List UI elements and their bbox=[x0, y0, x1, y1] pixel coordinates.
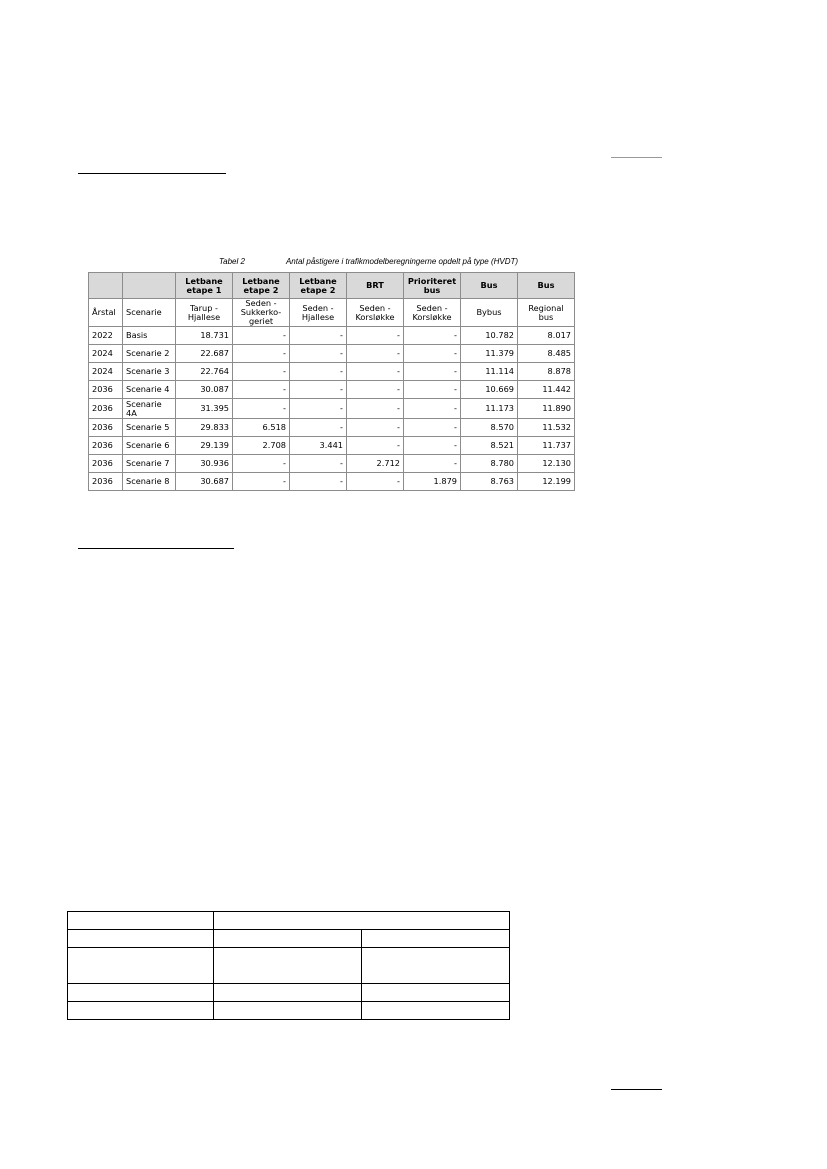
value-cell: 11.532 bbox=[518, 419, 575, 437]
group-header: Bus bbox=[518, 273, 575, 299]
value-cell: - bbox=[404, 327, 461, 345]
passenger-table bbox=[88, 272, 575, 491]
value-cell: 10.782 bbox=[461, 327, 518, 345]
value-cell: - bbox=[347, 399, 404, 419]
section-rule-1 bbox=[78, 173, 226, 174]
group-header: Bus bbox=[461, 273, 518, 299]
empty-table-row bbox=[68, 984, 510, 1002]
value-cell: - bbox=[233, 473, 290, 491]
sub-header: Seden - Sukkerko-geriet bbox=[233, 299, 290, 327]
empty-cell bbox=[68, 984, 214, 1002]
empty-cell bbox=[68, 1002, 214, 1020]
table-sub-header-row bbox=[89, 299, 575, 327]
empty-cell bbox=[214, 1002, 362, 1020]
value-cell: 6.518 bbox=[233, 419, 290, 437]
value-cell: - bbox=[233, 327, 290, 345]
empty-cell bbox=[362, 1002, 510, 1020]
value-cell: 30.087 bbox=[176, 381, 233, 399]
year-cell: 2036 bbox=[89, 399, 123, 419]
value-cell: 8.521 bbox=[461, 437, 518, 455]
value-cell: - bbox=[404, 363, 461, 381]
table-body bbox=[89, 327, 575, 491]
value-cell: - bbox=[347, 419, 404, 437]
scenario-cell: Scenarie 3 bbox=[123, 363, 176, 381]
value-cell: 2.712 bbox=[347, 455, 404, 473]
group-header bbox=[89, 273, 123, 299]
year-cell: 2036 bbox=[89, 437, 123, 455]
section-rule-2 bbox=[78, 548, 234, 549]
value-cell: 30.936 bbox=[176, 455, 233, 473]
value-cell: - bbox=[347, 327, 404, 345]
empty-cell bbox=[68, 948, 214, 984]
value-cell: 30.687 bbox=[176, 473, 233, 491]
value-cell: - bbox=[347, 363, 404, 381]
table-row bbox=[89, 473, 575, 491]
sub-header: Bybus bbox=[461, 299, 518, 327]
sub-header: Regional bus bbox=[518, 299, 575, 327]
table-row bbox=[89, 437, 575, 455]
year-cell: 2024 bbox=[89, 363, 123, 381]
scenario-cell: Scenarie 5 bbox=[123, 419, 176, 437]
value-cell: - bbox=[290, 345, 347, 363]
sub-header: Seden - Hjallese bbox=[290, 299, 347, 327]
value-cell: - bbox=[233, 363, 290, 381]
table-row bbox=[89, 381, 575, 399]
value-cell: - bbox=[233, 381, 290, 399]
table-row bbox=[89, 419, 575, 437]
value-cell: 8.878 bbox=[518, 363, 575, 381]
sub-header: Seden - Korsløkke bbox=[347, 299, 404, 327]
header-rule-right bbox=[611, 157, 662, 158]
value-cell: 22.687 bbox=[176, 345, 233, 363]
value-cell: 1.879 bbox=[404, 473, 461, 491]
value-cell: - bbox=[404, 419, 461, 437]
value-cell: 11.737 bbox=[518, 437, 575, 455]
empty-cell bbox=[362, 930, 510, 948]
value-cell: - bbox=[233, 399, 290, 419]
value-cell: 31.395 bbox=[176, 399, 233, 419]
value-cell: - bbox=[290, 473, 347, 491]
group-header bbox=[123, 273, 176, 299]
value-cell: - bbox=[347, 345, 404, 363]
table-row bbox=[89, 327, 575, 345]
year-cell: 2036 bbox=[89, 473, 123, 491]
empty-cell bbox=[362, 984, 510, 1002]
scenario-cell: Scenarie 7 bbox=[123, 455, 176, 473]
value-cell: - bbox=[404, 455, 461, 473]
value-cell: 8.570 bbox=[461, 419, 518, 437]
value-cell: 11.114 bbox=[461, 363, 518, 381]
empty-table-row bbox=[68, 912, 510, 930]
empty-cell bbox=[214, 948, 362, 984]
value-cell: 12.199 bbox=[518, 473, 575, 491]
value-cell: - bbox=[347, 381, 404, 399]
value-cell: 18.731 bbox=[176, 327, 233, 345]
empty-cell bbox=[214, 984, 362, 1002]
value-cell: - bbox=[233, 345, 290, 363]
year-cell: 2036 bbox=[89, 419, 123, 437]
empty-table-row bbox=[68, 1002, 510, 1020]
table-caption bbox=[219, 257, 518, 266]
group-header: Letbane etape 1 bbox=[176, 273, 233, 299]
table-caption-label: Tabel 2 bbox=[219, 257, 245, 266]
value-cell: - bbox=[233, 455, 290, 473]
value-cell: 8.763 bbox=[461, 473, 518, 491]
value-cell: 8.485 bbox=[518, 345, 575, 363]
footer-rule-right bbox=[611, 1089, 662, 1090]
table-group-header-row bbox=[89, 273, 575, 299]
value-cell: - bbox=[290, 363, 347, 381]
scenario-cell: Scenarie 4 bbox=[123, 381, 176, 399]
sub-header: Tarup - Hjallese bbox=[176, 299, 233, 327]
value-cell: 11.173 bbox=[461, 399, 518, 419]
scenario-cell: Scenarie 2 bbox=[123, 345, 176, 363]
value-cell: - bbox=[404, 399, 461, 419]
value-cell: 11.442 bbox=[518, 381, 575, 399]
value-cell: 11.379 bbox=[461, 345, 518, 363]
value-cell: - bbox=[290, 399, 347, 419]
empty-table bbox=[67, 911, 510, 1020]
empty-cell bbox=[68, 912, 214, 930]
scenario-cell: Scenarie 4A bbox=[123, 399, 176, 419]
empty-cell bbox=[214, 912, 510, 930]
group-header: Prioriteret bus bbox=[404, 273, 461, 299]
scenario-cell: Scenarie 8 bbox=[123, 473, 176, 491]
value-cell: - bbox=[290, 327, 347, 345]
value-cell: - bbox=[404, 381, 461, 399]
value-cell: - bbox=[347, 437, 404, 455]
value-cell: - bbox=[347, 473, 404, 491]
value-cell: 22.764 bbox=[176, 363, 233, 381]
value-cell: 29.139 bbox=[176, 437, 233, 455]
value-cell: - bbox=[290, 455, 347, 473]
group-header: BRT bbox=[347, 273, 404, 299]
value-cell: 2.708 bbox=[233, 437, 290, 455]
table-row bbox=[89, 455, 575, 473]
value-cell: 29.833 bbox=[176, 419, 233, 437]
table-row bbox=[89, 345, 575, 363]
sub-header: Årstal bbox=[89, 299, 123, 327]
value-cell: 12.130 bbox=[518, 455, 575, 473]
group-header: Letbane etape 2 bbox=[233, 273, 290, 299]
value-cell: 11.890 bbox=[518, 399, 575, 419]
value-cell: - bbox=[404, 345, 461, 363]
empty-table-row bbox=[68, 948, 510, 984]
value-cell: 3.441 bbox=[290, 437, 347, 455]
table-row bbox=[89, 399, 575, 419]
empty-cell bbox=[214, 930, 362, 948]
scenario-cell: Basis bbox=[123, 327, 176, 345]
value-cell: - bbox=[290, 419, 347, 437]
empty-table-row bbox=[68, 930, 510, 948]
year-cell: 2036 bbox=[89, 381, 123, 399]
table-caption-text: Antal påstigere i trafikmodelberegningerne opdelt på type (HVDT) bbox=[285, 257, 519, 266]
year-cell: 2036 bbox=[89, 455, 123, 473]
value-cell: - bbox=[404, 437, 461, 455]
scenario-cell: Scenarie 6 bbox=[123, 437, 176, 455]
value-cell: 10.669 bbox=[461, 381, 518, 399]
group-header: Letbane etape 2 bbox=[290, 273, 347, 299]
value-cell: 8.780 bbox=[461, 455, 518, 473]
year-cell: 2024 bbox=[89, 345, 123, 363]
value-cell: 8.017 bbox=[518, 327, 575, 345]
sub-header: Seden - Korsløkke bbox=[404, 299, 461, 327]
value-cell: - bbox=[290, 381, 347, 399]
empty-cell bbox=[68, 930, 214, 948]
sub-header: Scenarie bbox=[123, 299, 176, 327]
year-cell: 2022 bbox=[89, 327, 123, 345]
table-row bbox=[89, 363, 575, 381]
empty-cell bbox=[362, 948, 510, 984]
